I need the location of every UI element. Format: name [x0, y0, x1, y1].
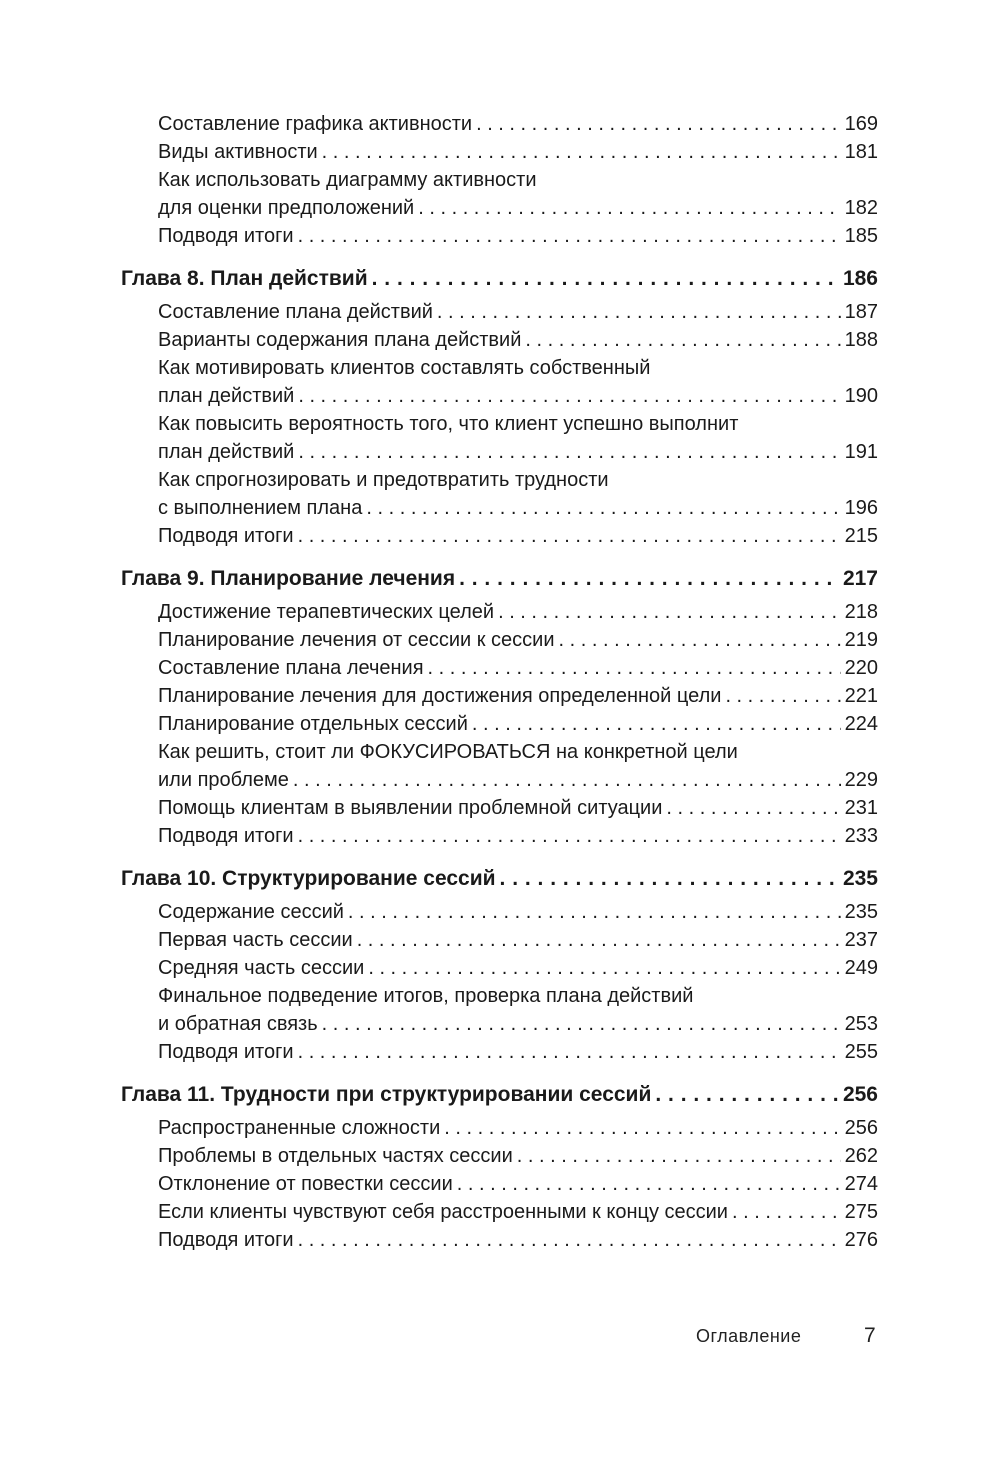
dot-leader [348, 898, 841, 926]
toc-entry[interactable] [121, 438, 878, 466]
toc-entry[interactable] [121, 1226, 878, 1254]
toc-entry-page: 220 [844, 657, 878, 679]
toc-entry-title: Отклонение от повестки сессии [158, 1173, 453, 1195]
toc-entry[interactable] [121, 298, 878, 326]
toc-entry[interactable] [121, 598, 878, 626]
chapter-heading[interactable] [121, 264, 878, 294]
chapter-page: 217 [842, 567, 878, 590]
toc-entry-page: 255 [844, 1041, 878, 1063]
toc-entry-title: Планирование лечения от сессии к сессии [158, 629, 555, 651]
toc-entry-page: 224 [844, 713, 878, 735]
toc-entry[interactable] [121, 1114, 878, 1142]
toc-entry-title: с выполнением плана [158, 497, 363, 519]
dot-leader [366, 494, 840, 522]
toc-entry-page: 221 [844, 685, 878, 707]
dot-leader [418, 194, 840, 222]
chapter-title: Глава 9. Планирование лечения [121, 567, 456, 590]
running-footer-label: Оглавление [696, 1326, 802, 1346]
toc-entry-first-line: Как повысить вероятность того, что клиент успешно выполнит [158, 413, 739, 435]
toc-entry[interactable] [121, 1010, 878, 1038]
toc-entry-page: 219 [844, 629, 878, 651]
dot-leader [428, 654, 841, 682]
toc-entry[interactable] [121, 898, 878, 926]
dot-leader [322, 138, 841, 166]
dot-leader [298, 822, 841, 850]
toc-entry-first-line: Как решить, стоит ли ФОКУСИРОВАТЬСЯ на конкретной цели [158, 741, 738, 763]
toc-entry-title: Подводя итоги [158, 525, 294, 547]
toc-chapters [121, 264, 878, 1254]
toc-entry-page: 229 [844, 769, 878, 791]
toc-entry-page: 233 [844, 825, 878, 847]
toc-entry-title: Если клиенты чувствуют себя расстроенными к концу сессии [158, 1201, 728, 1223]
chapter-title: Глава 8. План действий [121, 267, 368, 290]
toc-entry[interactable] [121, 522, 878, 550]
toc-entry-title: Достижение терапевтических целей [158, 601, 495, 623]
toc-entry[interactable] [121, 494, 878, 522]
toc-entry-first-line: Финальное подведение итогов, проверка плана действий [158, 985, 694, 1007]
dot-leader [357, 926, 841, 954]
dot-leader [372, 264, 839, 294]
toc-entry[interactable] [121, 1170, 878, 1198]
toc-entry-title: для оценки предположений [158, 197, 415, 219]
dot-leader [559, 626, 841, 654]
toc-entry-page: 218 [844, 601, 878, 623]
dot-leader [368, 954, 840, 982]
table-of-contents [121, 110, 878, 1254]
toc-entry[interactable] [121, 682, 878, 710]
chapter-title: Глава 10. Структурирование сессий [121, 867, 496, 890]
toc-intro-section [121, 110, 878, 250]
toc-entry[interactable] [121, 794, 878, 822]
toc-entry-page: 274 [844, 1173, 878, 1195]
dot-leader [298, 382, 840, 410]
dot-leader [298, 522, 841, 550]
toc-entry-title: Планирование отдельных сессий [158, 713, 468, 735]
toc-entry[interactable] [121, 954, 878, 982]
toc-entry-title: Содержание сессий [158, 901, 344, 923]
toc-entry-page: 275 [844, 1201, 878, 1223]
toc-entry-title: Подводя итоги [158, 225, 294, 247]
toc-entry[interactable] [121, 1198, 878, 1226]
toc-entry-page: 187 [844, 301, 878, 323]
toc-entry[interactable] [121, 110, 878, 138]
dot-leader [437, 298, 841, 326]
toc-entry-title: Виды активности [158, 141, 318, 163]
chapter-heading[interactable] [121, 864, 878, 894]
chapter-heading[interactable] [121, 564, 878, 594]
toc-entry[interactable] [121, 382, 878, 410]
dot-leader [459, 564, 839, 594]
dot-leader [298, 222, 841, 250]
toc-entry[interactable] [121, 1038, 878, 1066]
toc-entry-title: план действий [158, 385, 295, 407]
chapter-page: 256 [842, 1083, 878, 1106]
toc-entry-page: 276 [844, 1229, 878, 1251]
chapter-title: Глава 11. Трудности при структурировании сессий [121, 1083, 652, 1106]
toc-entry[interactable] [121, 822, 878, 850]
toc-entry[interactable] [121, 654, 878, 682]
dot-leader [498, 598, 841, 626]
toc-entry-page: 262 [844, 1145, 878, 1167]
toc-entry[interactable] [121, 766, 878, 794]
toc-entry[interactable] [121, 710, 878, 738]
toc-entry-title: Распространенные сложности [158, 1117, 441, 1139]
dot-leader [444, 1114, 840, 1142]
toc-entry-page: 169 [844, 113, 878, 135]
dot-leader [655, 1080, 839, 1110]
toc-entry-page: 256 [844, 1117, 878, 1139]
dot-leader [293, 766, 841, 794]
dot-leader [517, 1142, 841, 1170]
toc-entry-title: Составление плана действий [158, 301, 433, 323]
toc-entry-title: Средняя часть сессии [158, 957, 365, 979]
toc-entry-page: 249 [844, 957, 878, 979]
toc-entry-title: Варианты содержания плана действий [158, 329, 522, 351]
dot-leader [457, 1170, 841, 1198]
toc-entry[interactable] [121, 1142, 878, 1170]
toc-entry-title: Планирование лечения для достижения определенной цели [158, 685, 722, 707]
dot-leader [500, 864, 839, 894]
toc-chapter [121, 864, 878, 1066]
toc-entry-page: 235 [844, 901, 878, 923]
toc-entry-title: Составление плана лечения [158, 657, 424, 679]
toc-entry-title: Подводя итоги [158, 825, 294, 847]
toc-entry[interactable] [121, 138, 878, 166]
toc-entry-page: 253 [844, 1013, 878, 1035]
toc-entry-title: Составление графика активности [158, 113, 473, 135]
toc-chapter [121, 264, 878, 550]
dot-leader [298, 1226, 841, 1254]
toc-entry-title: или проблеме [158, 769, 289, 791]
toc-entry-title: Проблемы в отдельных частях сессии [158, 1145, 513, 1167]
dot-leader [472, 710, 841, 738]
toc-entry[interactable] [121, 626, 878, 654]
toc-entry-title: и обратная связь [158, 1013, 318, 1035]
dot-leader [725, 682, 840, 710]
toc-entry-page: 181 [844, 141, 878, 163]
dot-leader [732, 1198, 841, 1226]
chapter-heading[interactable] [121, 1080, 878, 1110]
chapter-page: 186 [842, 267, 878, 290]
dot-leader [525, 326, 840, 354]
toc-entry-title: Помощь клиентам в выявлении проблемной ситуации [158, 797, 663, 819]
dot-leader [666, 794, 840, 822]
toc-entry-page: 185 [844, 225, 878, 247]
toc-chapter [121, 564, 878, 850]
toc-entry-page: 188 [844, 329, 878, 351]
toc-entry[interactable] [121, 194, 878, 222]
toc-entry-page: 231 [844, 797, 878, 819]
chapter-page: 235 [842, 867, 878, 890]
toc-entry-page: 237 [844, 929, 878, 951]
toc-entry-page: 182 [844, 197, 878, 219]
toc-entry-title: план действий [158, 441, 295, 463]
dot-leader [298, 438, 840, 466]
toc-entry-first-line: Как использовать диаграмму активности [158, 169, 537, 191]
toc-entry-page: 196 [844, 497, 878, 519]
toc-entry-title: Подводя итоги [158, 1229, 294, 1251]
toc-entry-page: 190 [844, 385, 878, 407]
toc-chapter [121, 1080, 878, 1254]
toc-entry[interactable] [121, 926, 878, 954]
toc-entry-first-line: Как мотивировать клиентов составлять собственный [158, 357, 651, 379]
toc-entry[interactable] [121, 326, 878, 354]
dot-leader [322, 1010, 841, 1038]
toc-entry-first-line: Как спрогнозировать и предотвратить трудности [158, 469, 609, 491]
dot-leader [298, 1038, 841, 1066]
toc-entry-title: Первая часть сессии [158, 929, 353, 951]
page-number: 7 [864, 1324, 876, 1347]
toc-entry-page: 191 [844, 441, 878, 463]
toc-entry-page: 215 [844, 525, 878, 547]
dot-leader [476, 110, 841, 138]
toc-entry-title: Подводя итоги [158, 1041, 294, 1063]
toc-entry[interactable] [121, 222, 878, 250]
